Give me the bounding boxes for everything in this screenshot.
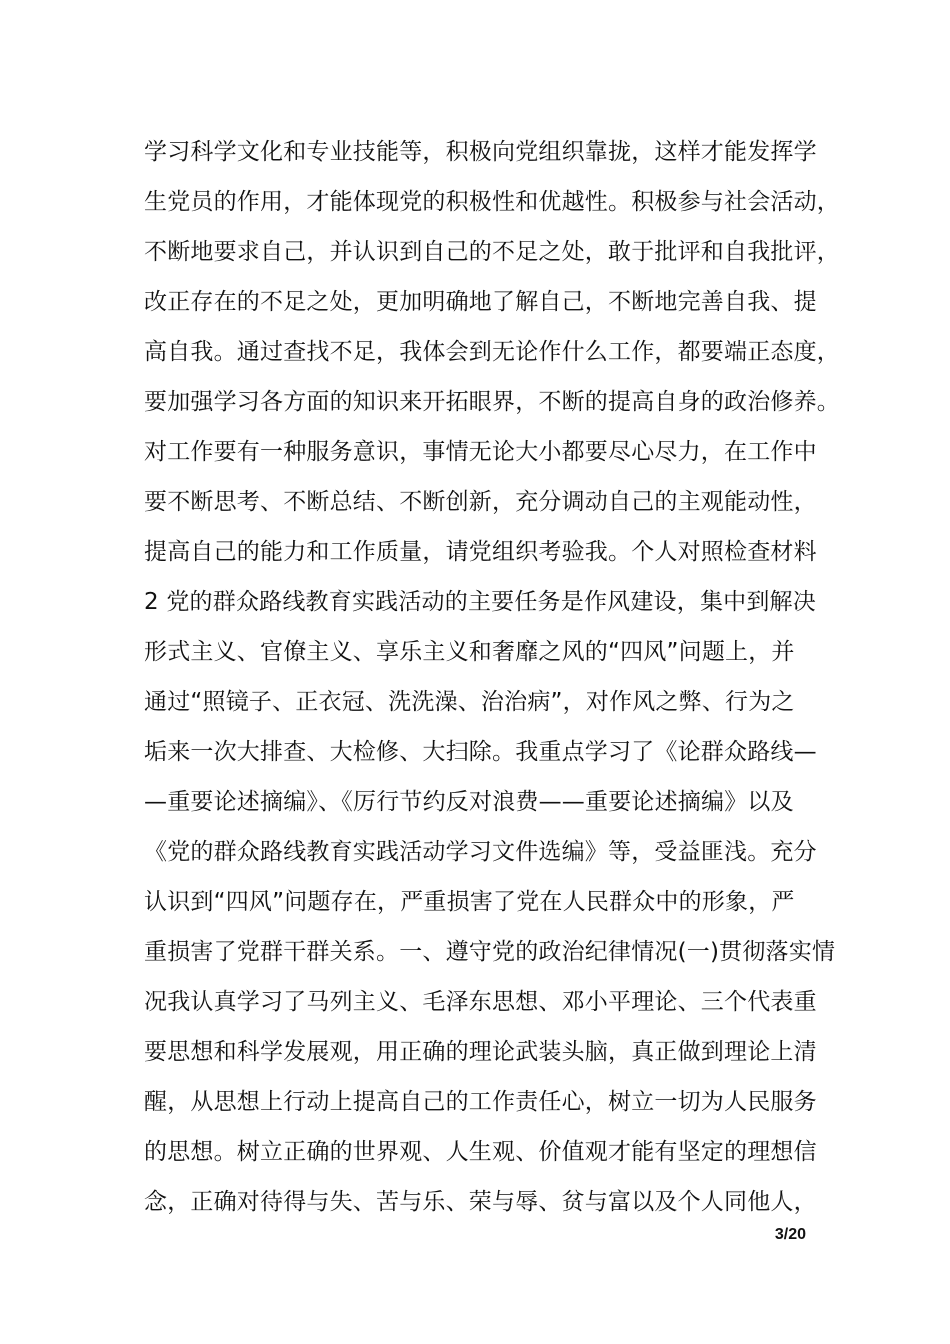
text-line: 要加强学习各方面的知识来开拓眼界，不断的提高自身的政治修养。 (144, 389, 840, 415)
text-line: 不断地要求自己，并认识到自己的不足之处，敢于批评和自我批评， (144, 239, 840, 265)
text-line: 念，正确对待得与失、苦与乐、荣与辱、贫与富以及个人同他人， (144, 1189, 817, 1215)
text-line: 对工作要有一种服务意识，事情无论大小都要尽心尽力，在工作中 (144, 439, 817, 465)
text-line: 高自我。通过查找不足，我体会到无论作什么工作，都要端正态度， (144, 339, 840, 365)
text-line: 改正存在的不足之处，更加明确地了解自己，不断地完善自我、提 (144, 289, 817, 315)
text-line: 认识到“四风”问题存在，严重损害了党在人民群众中的形象，严 (144, 889, 795, 915)
text-line: 学习科学文化和专业技能等，积极向党组织靠拢，这样才能发挥学 (144, 139, 817, 165)
text-line: 要思想和科学发展观，用正确的理论武装头脑，真正做到理论上清 (144, 1039, 817, 1065)
text-line: 要不断思考、不断总结、不断创新，充分调动自己的主观能动性， (144, 489, 817, 515)
text-line: 2 党的群众路线教育实践活动的主要任务是作风建设，集中到解决 (144, 589, 816, 615)
text-line: 提高自己的能力和工作质量，请党组织考验我。个人对照检查材料 (144, 539, 817, 565)
text-line: 重损害了党群干群关系。一、遵守党的政治纪律情况(一)贯彻落实情 (144, 939, 836, 965)
page-number: 3/20 (774, 1226, 806, 1243)
text-line: 醒，从思想上行动上提高自己的工作责任心，树立一切为人民服务 (144, 1089, 817, 1115)
text-line: —重要论述摘编》、《厉行节约反对浪费——重要论述摘编》以及 (144, 789, 794, 815)
text-line: 垢来一次大排查、大检修、大扫除。我重点学习了《论群众路线— (144, 739, 817, 765)
body-text (144, 127, 840, 1227)
text-line: 况我认真学习了马列主义、毛泽东思想、邓小平理论、三个代表重 (144, 989, 817, 1015)
text-line: 生党员的作用，才能体现党的积极性和优越性。积极参与社会活动， (144, 189, 840, 215)
text-line: 通过“照镜子、正衣冠、洗洗澡、治治病”，对作风之弊、行为之 (144, 689, 795, 715)
text-line: 《党的群众路线教育实践活动学习文件选编》等，受益匪浅。充分 (144, 839, 817, 865)
text-line: 的思想。树立正确的世界观、人生观、价值观才能有坚定的理想信 (144, 1139, 817, 1165)
text-line: 形式主义、官僚主义、享乐主义和奢靡之风的“四风”问题上，并 (144, 639, 795, 665)
